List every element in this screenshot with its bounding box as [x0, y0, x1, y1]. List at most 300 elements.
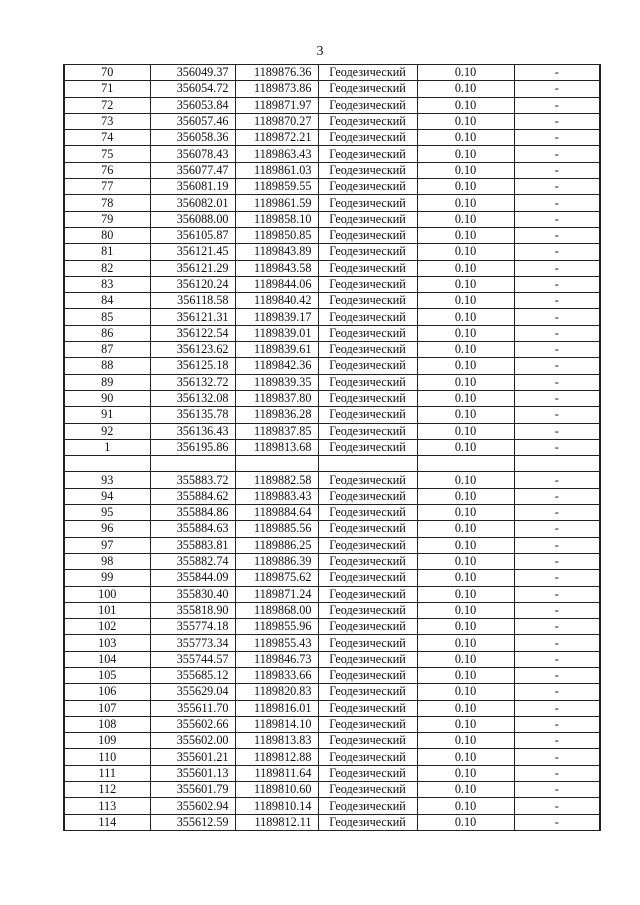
table-row [64, 667, 600, 683]
point-number-cell: 112 [64, 782, 150, 798]
x-coordinate-cell: 355612.59 [150, 814, 235, 830]
y-coordinate-cell: 1189882.58 [235, 472, 318, 488]
y-coordinate-cell: 1189843.89 [235, 244, 318, 260]
point-number-cell [64, 456, 150, 472]
point-number-cell: 83 [64, 276, 150, 292]
method-cell [318, 456, 417, 472]
y-coordinate-cell: 1189839.01 [235, 325, 318, 341]
y-coordinate-cell: 1189885.56 [235, 521, 318, 537]
table-row [64, 81, 600, 97]
point-number-cell: 71 [64, 81, 150, 97]
method-cell: Геодезический [318, 472, 417, 488]
x-coordinate-cell: 355884.86 [150, 505, 235, 521]
method-cell: Геодезический [318, 765, 417, 781]
table-row [64, 570, 600, 586]
y-coordinate-cell: 1189846.73 [235, 651, 318, 667]
method-cell: Геодезический [318, 374, 417, 390]
x-coordinate-cell: 355602.94 [150, 798, 235, 814]
precision-cell: 0.10 [417, 293, 514, 309]
method-cell: Геодезический [318, 81, 417, 97]
table-row [64, 651, 600, 667]
method-cell: Геодезический [318, 390, 417, 406]
precision-cell: 0.10 [417, 309, 514, 325]
y-coordinate-cell: 1189872.21 [235, 130, 318, 146]
x-coordinate-cell: 355882.74 [150, 553, 235, 569]
method-cell: Геодезический [318, 651, 417, 667]
x-coordinate-cell: 356195.86 [150, 439, 235, 455]
x-coordinate-cell: 356053.84 [150, 97, 235, 113]
description-cell: - [514, 162, 600, 178]
point-number-cell: 107 [64, 700, 150, 716]
precision-cell: 0.10 [417, 651, 514, 667]
table-row [64, 472, 600, 488]
point-number-cell: 102 [64, 619, 150, 635]
table-row [64, 97, 600, 113]
y-coordinate-cell: 1189870.27 [235, 113, 318, 129]
description-cell: - [514, 146, 600, 162]
y-coordinate-cell: 1189820.83 [235, 684, 318, 700]
y-coordinate-cell [235, 456, 318, 472]
method-cell: Геодезический [318, 488, 417, 504]
table-row [64, 423, 600, 439]
precision-cell: 0.10 [417, 749, 514, 765]
precision-cell: 0.10 [417, 130, 514, 146]
x-coordinate-cell: 356121.45 [150, 244, 235, 260]
description-cell: - [514, 488, 600, 504]
precision-cell: 0.10 [417, 81, 514, 97]
table-row [64, 553, 600, 569]
y-coordinate-cell: 1189839.61 [235, 342, 318, 358]
x-coordinate-cell: 356121.31 [150, 309, 235, 325]
description-cell: - [514, 260, 600, 276]
point-number-cell: 105 [64, 667, 150, 683]
description-cell: - [514, 602, 600, 618]
table-row [64, 325, 600, 341]
precision-cell: 0.10 [417, 619, 514, 635]
x-coordinate-cell: 355884.62 [150, 488, 235, 504]
table-row [64, 211, 600, 227]
point-number-cell: 85 [64, 309, 150, 325]
description-cell: - [514, 130, 600, 146]
precision-cell: 0.10 [417, 667, 514, 683]
method-cell: Геодезический [318, 716, 417, 732]
method-cell: Геодезический [318, 733, 417, 749]
description-cell: - [514, 293, 600, 309]
precision-cell: 0.10 [417, 439, 514, 455]
point-number-cell: 88 [64, 358, 150, 374]
table-row [64, 814, 600, 830]
x-coordinate-cell: 356057.46 [150, 113, 235, 129]
method-cell: Геодезический [318, 537, 417, 553]
method-cell: Геодезический [318, 684, 417, 700]
table-row [64, 293, 600, 309]
point-number-cell: 108 [64, 716, 150, 732]
method-cell: Геодезический [318, 162, 417, 178]
x-coordinate-cell: 355601.13 [150, 765, 235, 781]
table-row [64, 521, 600, 537]
method-cell: Геодезический [318, 782, 417, 798]
x-coordinate-cell: 355685.12 [150, 667, 235, 683]
x-coordinate-cell: 356054.72 [150, 81, 235, 97]
y-coordinate-cell: 1189812.88 [235, 749, 318, 765]
description-cell: - [514, 521, 600, 537]
x-coordinate-cell: 355844.09 [150, 570, 235, 586]
method-cell: Геодезический [318, 798, 417, 814]
method-cell: Геодезический [318, 309, 417, 325]
y-coordinate-cell: 1189855.43 [235, 635, 318, 651]
table-row [64, 342, 600, 358]
x-coordinate-cell: 356077.47 [150, 162, 235, 178]
precision-cell: 0.10 [417, 553, 514, 569]
point-number-cell: 77 [64, 179, 150, 195]
y-coordinate-cell: 1189812.11 [235, 814, 318, 830]
precision-cell: 0.10 [417, 113, 514, 129]
description-cell: - [514, 390, 600, 406]
table-row [64, 227, 600, 243]
point-number-cell: 78 [64, 195, 150, 211]
precision-cell: 0.10 [417, 537, 514, 553]
point-number-cell: 90 [64, 390, 150, 406]
method-cell: Геодезический [318, 179, 417, 195]
x-coordinate-cell: 355601.21 [150, 749, 235, 765]
x-coordinate-cell: 356136.43 [150, 423, 235, 439]
description-cell: - [514, 309, 600, 325]
description-cell: - [514, 635, 600, 651]
y-coordinate-cell: 1189875.62 [235, 570, 318, 586]
method-cell: Геодезический [318, 700, 417, 716]
x-coordinate-cell: 355629.04 [150, 684, 235, 700]
precision-cell: 0.10 [417, 97, 514, 113]
point-number-cell: 101 [64, 602, 150, 618]
y-coordinate-cell: 1189855.96 [235, 619, 318, 635]
table-row [64, 390, 600, 406]
precision-cell: 0.10 [417, 570, 514, 586]
table-row [64, 505, 600, 521]
point-number-cell: 1 [64, 439, 150, 455]
precision-cell: 0.10 [417, 521, 514, 537]
y-coordinate-cell: 1189814.10 [235, 716, 318, 732]
x-coordinate-cell: 356078.43 [150, 146, 235, 162]
point-number-cell: 74 [64, 130, 150, 146]
precision-cell: 0.10 [417, 325, 514, 341]
x-coordinate-cell [150, 456, 235, 472]
description-cell: - [514, 342, 600, 358]
description-cell: - [514, 179, 600, 195]
method-cell: Геодезический [318, 325, 417, 341]
method-cell: Геодезический [318, 586, 417, 602]
table-row [64, 488, 600, 504]
table-row [64, 733, 600, 749]
precision-cell: 0.10 [417, 195, 514, 211]
x-coordinate-cell: 356118.58 [150, 293, 235, 309]
table-row [64, 65, 600, 81]
y-coordinate-cell: 1189884.64 [235, 505, 318, 521]
precision-cell: 0.10 [417, 374, 514, 390]
table-row [64, 407, 600, 423]
precision-cell: 0.10 [417, 162, 514, 178]
precision-cell: 0.10 [417, 700, 514, 716]
precision-cell: 0.10 [417, 798, 514, 814]
precision-cell: 0.10 [417, 342, 514, 358]
point-number-cell: 94 [64, 488, 150, 504]
precision-cell: 0.10 [417, 684, 514, 700]
method-cell: Геодезический [318, 602, 417, 618]
point-number-cell: 87 [64, 342, 150, 358]
table-row [64, 179, 600, 195]
y-coordinate-cell: 1189883.43 [235, 488, 318, 504]
y-coordinate-cell: 1189840.42 [235, 293, 318, 309]
x-coordinate-cell: 356105.87 [150, 227, 235, 243]
x-coordinate-cell: 356121.29 [150, 260, 235, 276]
method-cell: Геодезический [318, 749, 417, 765]
method-cell: Геодезический [318, 553, 417, 569]
y-coordinate-cell: 1189837.85 [235, 423, 318, 439]
method-cell: Геодезический [318, 244, 417, 260]
description-cell: - [514, 700, 600, 716]
point-number-cell: 75 [64, 146, 150, 162]
method-cell: Геодезический [318, 423, 417, 439]
point-number-cell: 93 [64, 472, 150, 488]
y-coordinate-cell: 1189861.59 [235, 195, 318, 211]
description-cell: - [514, 374, 600, 390]
description-cell: - [514, 667, 600, 683]
point-number-cell: 99 [64, 570, 150, 586]
y-coordinate-cell: 1189886.39 [235, 553, 318, 569]
point-number-cell: 73 [64, 113, 150, 129]
description-cell: - [514, 619, 600, 635]
x-coordinate-cell: 355818.90 [150, 602, 235, 618]
method-cell: Геодезический [318, 814, 417, 830]
x-coordinate-cell: 355830.40 [150, 586, 235, 602]
table-body [64, 65, 600, 831]
precision-cell: 0.10 [417, 586, 514, 602]
y-coordinate-cell: 1189816.01 [235, 700, 318, 716]
y-coordinate-cell: 1189873.86 [235, 81, 318, 97]
precision-cell: 0.10 [417, 765, 514, 781]
precision-cell: 0.10 [417, 407, 514, 423]
point-number-cell: 95 [64, 505, 150, 521]
x-coordinate-cell: 356082.01 [150, 195, 235, 211]
point-number-cell: 72 [64, 97, 150, 113]
description-cell: - [514, 407, 600, 423]
x-coordinate-cell: 355883.72 [150, 472, 235, 488]
y-coordinate-cell: 1189850.85 [235, 227, 318, 243]
point-number-cell: 76 [64, 162, 150, 178]
table-row [64, 456, 600, 472]
description-cell: - [514, 814, 600, 830]
description-cell: - [514, 553, 600, 569]
point-number-cell: 98 [64, 553, 150, 569]
description-cell: - [514, 749, 600, 765]
point-number-cell: 84 [64, 293, 150, 309]
point-number-cell: 96 [64, 521, 150, 537]
table-row [64, 635, 600, 651]
description-cell: - [514, 586, 600, 602]
method-cell: Геодезический [318, 130, 417, 146]
method-cell: Геодезический [318, 358, 417, 374]
precision-cell: 0.10 [417, 602, 514, 618]
precision-cell: 0.10 [417, 733, 514, 749]
description-cell: - [514, 65, 600, 81]
method-cell: Геодезический [318, 97, 417, 113]
x-coordinate-cell: 355601.79 [150, 782, 235, 798]
coordinates-table [63, 64, 601, 831]
x-coordinate-cell: 355611.70 [150, 700, 235, 716]
description-cell: - [514, 211, 600, 227]
y-coordinate-cell: 1189858.10 [235, 211, 318, 227]
table-row [64, 700, 600, 716]
precision-cell [417, 456, 514, 472]
description-cell: - [514, 195, 600, 211]
precision-cell: 0.10 [417, 358, 514, 374]
description-cell: - [514, 81, 600, 97]
x-coordinate-cell: 356081.19 [150, 179, 235, 195]
table-row [64, 749, 600, 765]
method-cell: Геодезический [318, 667, 417, 683]
method-cell: Геодезический [318, 211, 417, 227]
y-coordinate-cell: 1189837.80 [235, 390, 318, 406]
y-coordinate-cell: 1189839.35 [235, 374, 318, 390]
description-cell: - [514, 97, 600, 113]
y-coordinate-cell: 1189844.06 [235, 276, 318, 292]
x-coordinate-cell: 356122.54 [150, 325, 235, 341]
description-cell: - [514, 325, 600, 341]
description-cell [514, 456, 600, 472]
point-number-cell: 97 [64, 537, 150, 553]
y-coordinate-cell: 1189868.00 [235, 602, 318, 618]
y-coordinate-cell: 1189886.25 [235, 537, 318, 553]
x-coordinate-cell: 356132.08 [150, 390, 235, 406]
x-coordinate-cell: 355774.18 [150, 619, 235, 635]
x-coordinate-cell: 356088.00 [150, 211, 235, 227]
table-row [64, 716, 600, 732]
x-coordinate-cell: 356125.18 [150, 358, 235, 374]
coordinates-table-wrapper [63, 64, 599, 831]
precision-cell: 0.10 [417, 276, 514, 292]
y-coordinate-cell: 1189843.58 [235, 260, 318, 276]
point-number-cell: 110 [64, 749, 150, 765]
precision-cell: 0.10 [417, 227, 514, 243]
table-row [64, 798, 600, 814]
precision-cell: 0.10 [417, 505, 514, 521]
x-coordinate-cell: 356132.72 [150, 374, 235, 390]
table-row [64, 276, 600, 292]
precision-cell: 0.10 [417, 716, 514, 732]
table-row [64, 765, 600, 781]
y-coordinate-cell: 1189859.55 [235, 179, 318, 195]
y-coordinate-cell: 1189871.24 [235, 586, 318, 602]
table-row [64, 130, 600, 146]
description-cell: - [514, 113, 600, 129]
method-cell: Геодезический [318, 619, 417, 635]
point-number-cell: 104 [64, 651, 150, 667]
point-number-cell: 100 [64, 586, 150, 602]
table-row [64, 358, 600, 374]
point-number-cell: 106 [64, 684, 150, 700]
description-cell: - [514, 651, 600, 667]
y-coordinate-cell: 1189813.83 [235, 733, 318, 749]
method-cell: Геодезический [318, 113, 417, 129]
table-row [64, 162, 600, 178]
page-number: 3 [316, 44, 324, 59]
method-cell: Геодезический [318, 570, 417, 586]
table-row [64, 309, 600, 325]
description-cell: - [514, 798, 600, 814]
point-number-cell: 89 [64, 374, 150, 390]
precision-cell: 0.10 [417, 179, 514, 195]
y-coordinate-cell: 1189861.03 [235, 162, 318, 178]
description-cell: - [514, 244, 600, 260]
y-coordinate-cell: 1189813.68 [235, 439, 318, 455]
x-coordinate-cell: 355744.57 [150, 651, 235, 667]
x-coordinate-cell: 356135.78 [150, 407, 235, 423]
table-row [64, 374, 600, 390]
table-row [64, 619, 600, 635]
table-row [64, 146, 600, 162]
x-coordinate-cell: 355602.00 [150, 733, 235, 749]
point-number-cell: 111 [64, 765, 150, 781]
precision-cell: 0.10 [417, 260, 514, 276]
table-row [64, 244, 600, 260]
point-number-cell: 113 [64, 798, 150, 814]
x-coordinate-cell: 356120.24 [150, 276, 235, 292]
point-number-cell: 114 [64, 814, 150, 830]
table-row [64, 439, 600, 455]
precision-cell: 0.10 [417, 390, 514, 406]
y-coordinate-cell: 1189863.43 [235, 146, 318, 162]
x-coordinate-cell: 355773.34 [150, 635, 235, 651]
point-number-cell: 80 [64, 227, 150, 243]
y-coordinate-cell: 1189836.28 [235, 407, 318, 423]
x-coordinate-cell: 355883.81 [150, 537, 235, 553]
precision-cell: 0.10 [417, 211, 514, 227]
method-cell: Геодезический [318, 505, 417, 521]
precision-cell: 0.10 [417, 423, 514, 439]
x-coordinate-cell: 355884.63 [150, 521, 235, 537]
description-cell: - [514, 716, 600, 732]
method-cell: Геодезический [318, 195, 417, 211]
precision-cell: 0.10 [417, 146, 514, 162]
description-cell: - [514, 733, 600, 749]
description-cell: - [514, 782, 600, 798]
point-number-cell: 103 [64, 635, 150, 651]
method-cell: Геодезический [318, 260, 417, 276]
table-row [64, 586, 600, 602]
table-row [64, 602, 600, 618]
description-cell: - [514, 570, 600, 586]
point-number-cell: 86 [64, 325, 150, 341]
method-cell: Геодезический [318, 439, 417, 455]
precision-cell: 0.10 [417, 65, 514, 81]
description-cell: - [514, 537, 600, 553]
point-number-cell: 92 [64, 423, 150, 439]
precision-cell: 0.10 [417, 782, 514, 798]
y-coordinate-cell: 1189811.64 [235, 765, 318, 781]
method-cell: Геодезический [318, 521, 417, 537]
method-cell: Геодезический [318, 407, 417, 423]
table-row [64, 782, 600, 798]
method-cell: Геодезический [318, 276, 417, 292]
description-cell: - [514, 358, 600, 374]
precision-cell: 0.10 [417, 488, 514, 504]
description-cell: - [514, 505, 600, 521]
point-number-cell: 109 [64, 733, 150, 749]
description-cell: - [514, 423, 600, 439]
precision-cell: 0.10 [417, 472, 514, 488]
method-cell: Геодезический [318, 227, 417, 243]
method-cell: Геодезический [318, 65, 417, 81]
y-coordinate-cell: 1189871.97 [235, 97, 318, 113]
